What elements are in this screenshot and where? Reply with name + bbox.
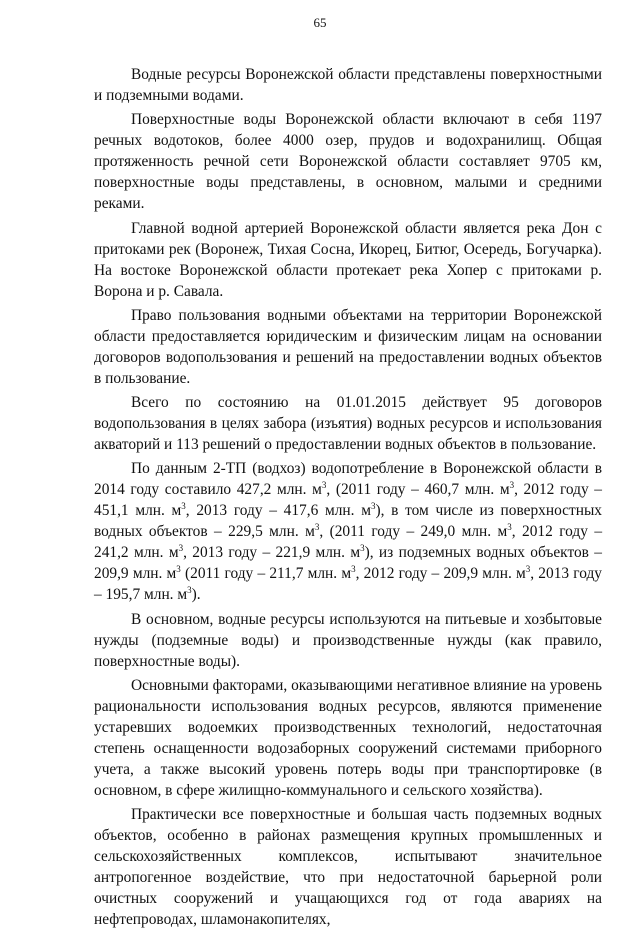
superscript-cubic: 3 (525, 564, 531, 575)
superscript-cubic: 3 (176, 564, 181, 575)
paragraph-water-resources-overview: Водные ресурсы Воронежской области представлены поверхностными и подземными водами. (94, 66, 602, 104)
body-text (94, 64, 602, 930)
superscript-cubic: 3 (321, 480, 327, 491)
superscript-cubic: 3 (178, 543, 184, 554)
paragraph-anthropogenic-impact: Практически все поверхностные и большая часть подземных водных объектов, особенно в районах размещения крупных промышленных и сельскохозяйственных комплексов, испытывают значительное антропогенное воздействие, что при недостаточной барьерной роли очистных сооружений и учащающихся год от года авариях на нефтепроводах, шламонакопителях, (94, 806, 602, 929)
paragraph-negative-factors: Основными факторами, оказывающими негативное влияние на уровень рациональности использования водных ресурсов, являются применение устаревших водоемких производственных технологий, недостаточная степень оснащенности водозаборных сооружений системами приборного учета, а также высокий уровень потерь воды при транспортировке (в основном, в сфере жилищно-коммунального и сельского хозяйства). (94, 677, 602, 800)
page-number: 65 (313, 15, 327, 30)
superscript-cubic: 3 (370, 501, 376, 512)
superscript-cubic: 3 (509, 480, 515, 491)
superscript-cubic: 3 (187, 585, 192, 596)
paragraph-surface-waters: Поверхностные воды Воронежской области включают в себя 1197 речных водотоков, более 4000 озер, прудов и водохранилищ. Общая протяженность речной сети Воронежской области составляет 9705 км, поверхностные воды представлены, в основном, малыми и средними реками. (94, 111, 602, 213)
paragraph-contracts-count: Всего по состоянию на 01.01.2015 действует 95 договоров водопользования в целях забора (изъятия) водных ресурсов и использования акваторий и 113 решений о предоставлении водных объектов в пользование. (94, 394, 602, 454)
superscript-cubic: 3 (360, 543, 365, 554)
superscript-cubic: 3 (507, 522, 512, 533)
superscript-cubic: 3 (181, 501, 186, 512)
superscript-cubic: 3 (314, 522, 320, 533)
paragraph-usage-rights: Право пользования водными объектами на территории Воронежской области предоставляется юридическим и физическим лицам на основании договоров водопользования и решений на предоставлении водных объектов в пользование. (94, 306, 602, 387)
superscript-cubic: 3 (351, 564, 356, 575)
paragraph-water-consumption: По данным 2-ТП (водхоз) водопотребление в Воронежской области в 2014 году составило 427,2 млн. $м^3$, (2011 году – 460,7 млн. $м^3$, 2012 году – 451,1 млн. $м^3$, 2013 году – 417,6 млн. $м^3$), в том числе из поверхностных водных объектов – 229,5 млн. $м^3$, (2011 году – 249,0 млн. $м^3$, 2012 году – 241,2 млн. $м^3$, 2013 году – 221,9 млн. $м^3$), из подземных водных объектов – 209,9 млн. $м^3$ (2011 году – 211,7 млн. $м^3$, 2012 году – 209,9 млн. $м^3$, 2013 году – 195,7 млн. $м^3$). (94, 460, 603, 604)
paragraph-main-rivers: Главной водной артерией Воронежской области является река Дон с притоками рек (Воронеж, Тихая Сосна, Икорец, Битюг, Осередь, Богучарка). На востоке Воронежской области протекает река Хопер с притоками р. Ворона и р. Савала. (94, 219, 602, 300)
paragraph-usage-purposes: В основном, водные ресурсы используются на питьевые и хозбытовые нужды (подземные воды) и производственные нужды (как правило, поверхностные воды). (94, 610, 602, 670)
